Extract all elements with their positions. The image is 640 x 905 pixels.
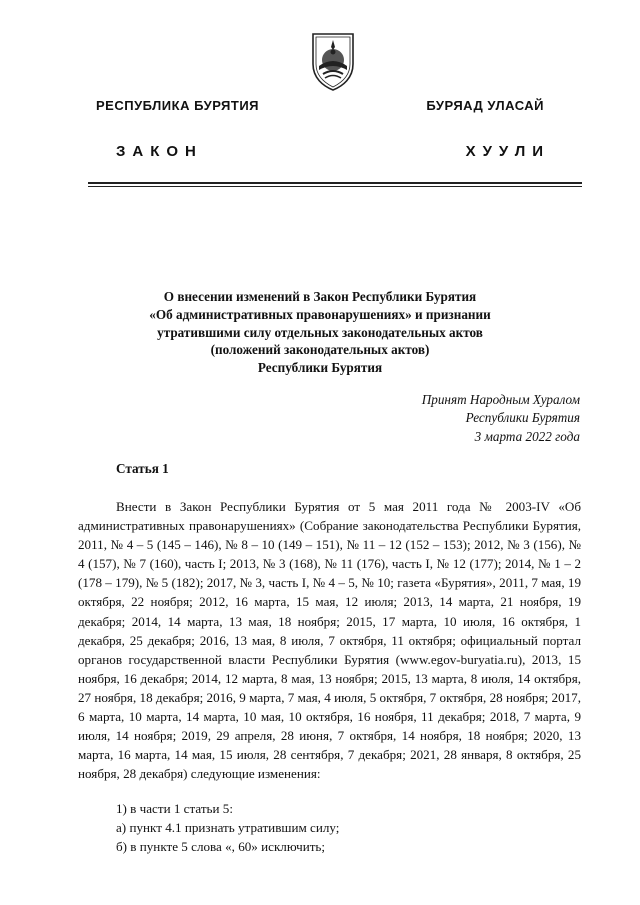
article-item: б) в пункте 5 слова «, 60» исключить; bbox=[116, 839, 326, 854]
law-title-line: О внесении изменений в Закон Республики Бурятия bbox=[163, 289, 477, 304]
law-title-line: «Об административных правонарушениях» и признании bbox=[149, 306, 491, 322]
law-title-line: Республики Бурятия bbox=[257, 360, 383, 376]
law-title-line: (положений законодательных актов) bbox=[210, 342, 430, 358]
header-republic-ru: РЕСПУБЛИКА БУРЯТИЯ bbox=[96, 98, 260, 113]
law-title bbox=[80, 288, 560, 377]
law-title-line: утратившими силу отдельных законодательных актов bbox=[157, 324, 483, 340]
adoption-note-line: 3 марта 2022 года bbox=[474, 428, 580, 444]
header-divider-thick bbox=[88, 182, 582, 184]
article-item: а) пункт 4.1 признать утратившим силу; bbox=[116, 820, 340, 835]
article-paragraph: Внести в Закон Республики Бурятия от 5 мая 2011 года № 2003-IV «Об административных правонарушениях» (Собрание законодательства Республики Бурятия, 2011, № 4 – 5 (145 – 146), № 8 – 10 (149 – 151), № 11 – 12 (152 – 153); 2012, № 3 (156), № 4 (157), № 7 (160), часть I; 2013, № 3 (168), № 11 (176), часть I, № 12 (177); 2014, № 1 – 2 (178 – 179), № 5 (182); 2017, № 3, часть I, № 4 – 5, № 10; газета «Бурятия», 2011, 7 мая, 19 октября, 22 ноября; 2012, 16 марта, 15 мая, 12 июля; 2013, 14 марта, 21 ноября, 19 декабря; 2014, 14 марта, 13 мая, 18 ноября; 2015, 17 марта, 10 июля, 16 октября, 1 декабря, 25 декабря; 2016, 13 мая, 8 июля, 7 октября, 11 октября; официальный портал органов государственной власти Республики Бурятия (www.egov-buryatia.ru), 2013, 15 ноября, 16 декабря; 2014, 12 марта, 8 мая, 13 ноября; 2015, 13 марта, 8 июля, 14 октября, 27 ноября, 18 декабря; 2016, 9 марта, 7 мая, 4 июля, 5 октября, 7 октября, 28 ноября; 2017, 6 марта, 10 марта, 14 марта, 10 мая, 10 октября, 16 ноября, 11 декабря; 2018, 7 марта, 9 июля, 14 ноября; 2019, 29 апреля, 28 июня, 7 октября, 14 ноября, 18 ноября; 2020, 13 марта, 16 марта, 14 мая, 15 июля, 28 сентября, 7 декабря; 2021, 28 января, 8 октября, 25 ноября, 28 декабря) следующие изменения: bbox=[78, 499, 581, 782]
law-label-ru: ЗАКОН bbox=[116, 143, 203, 160]
adoption-note-line: Республики Бурятия bbox=[465, 410, 580, 426]
header-republic-bua: БУРЯАД УЛАСАЙ bbox=[426, 98, 544, 113]
adoption-note-line: Принят Народным Хуралом bbox=[421, 392, 580, 407]
buryatia-coat-of-arms-icon bbox=[307, 30, 359, 92]
adoption-note bbox=[422, 391, 580, 446]
article-title: Статья 1 bbox=[116, 461, 169, 476]
article-item: 1) в части 1 статьи 5: bbox=[116, 801, 233, 816]
header-divider-thin bbox=[88, 186, 582, 187]
law-label-bua: ХУУЛИ bbox=[465, 143, 550, 160]
